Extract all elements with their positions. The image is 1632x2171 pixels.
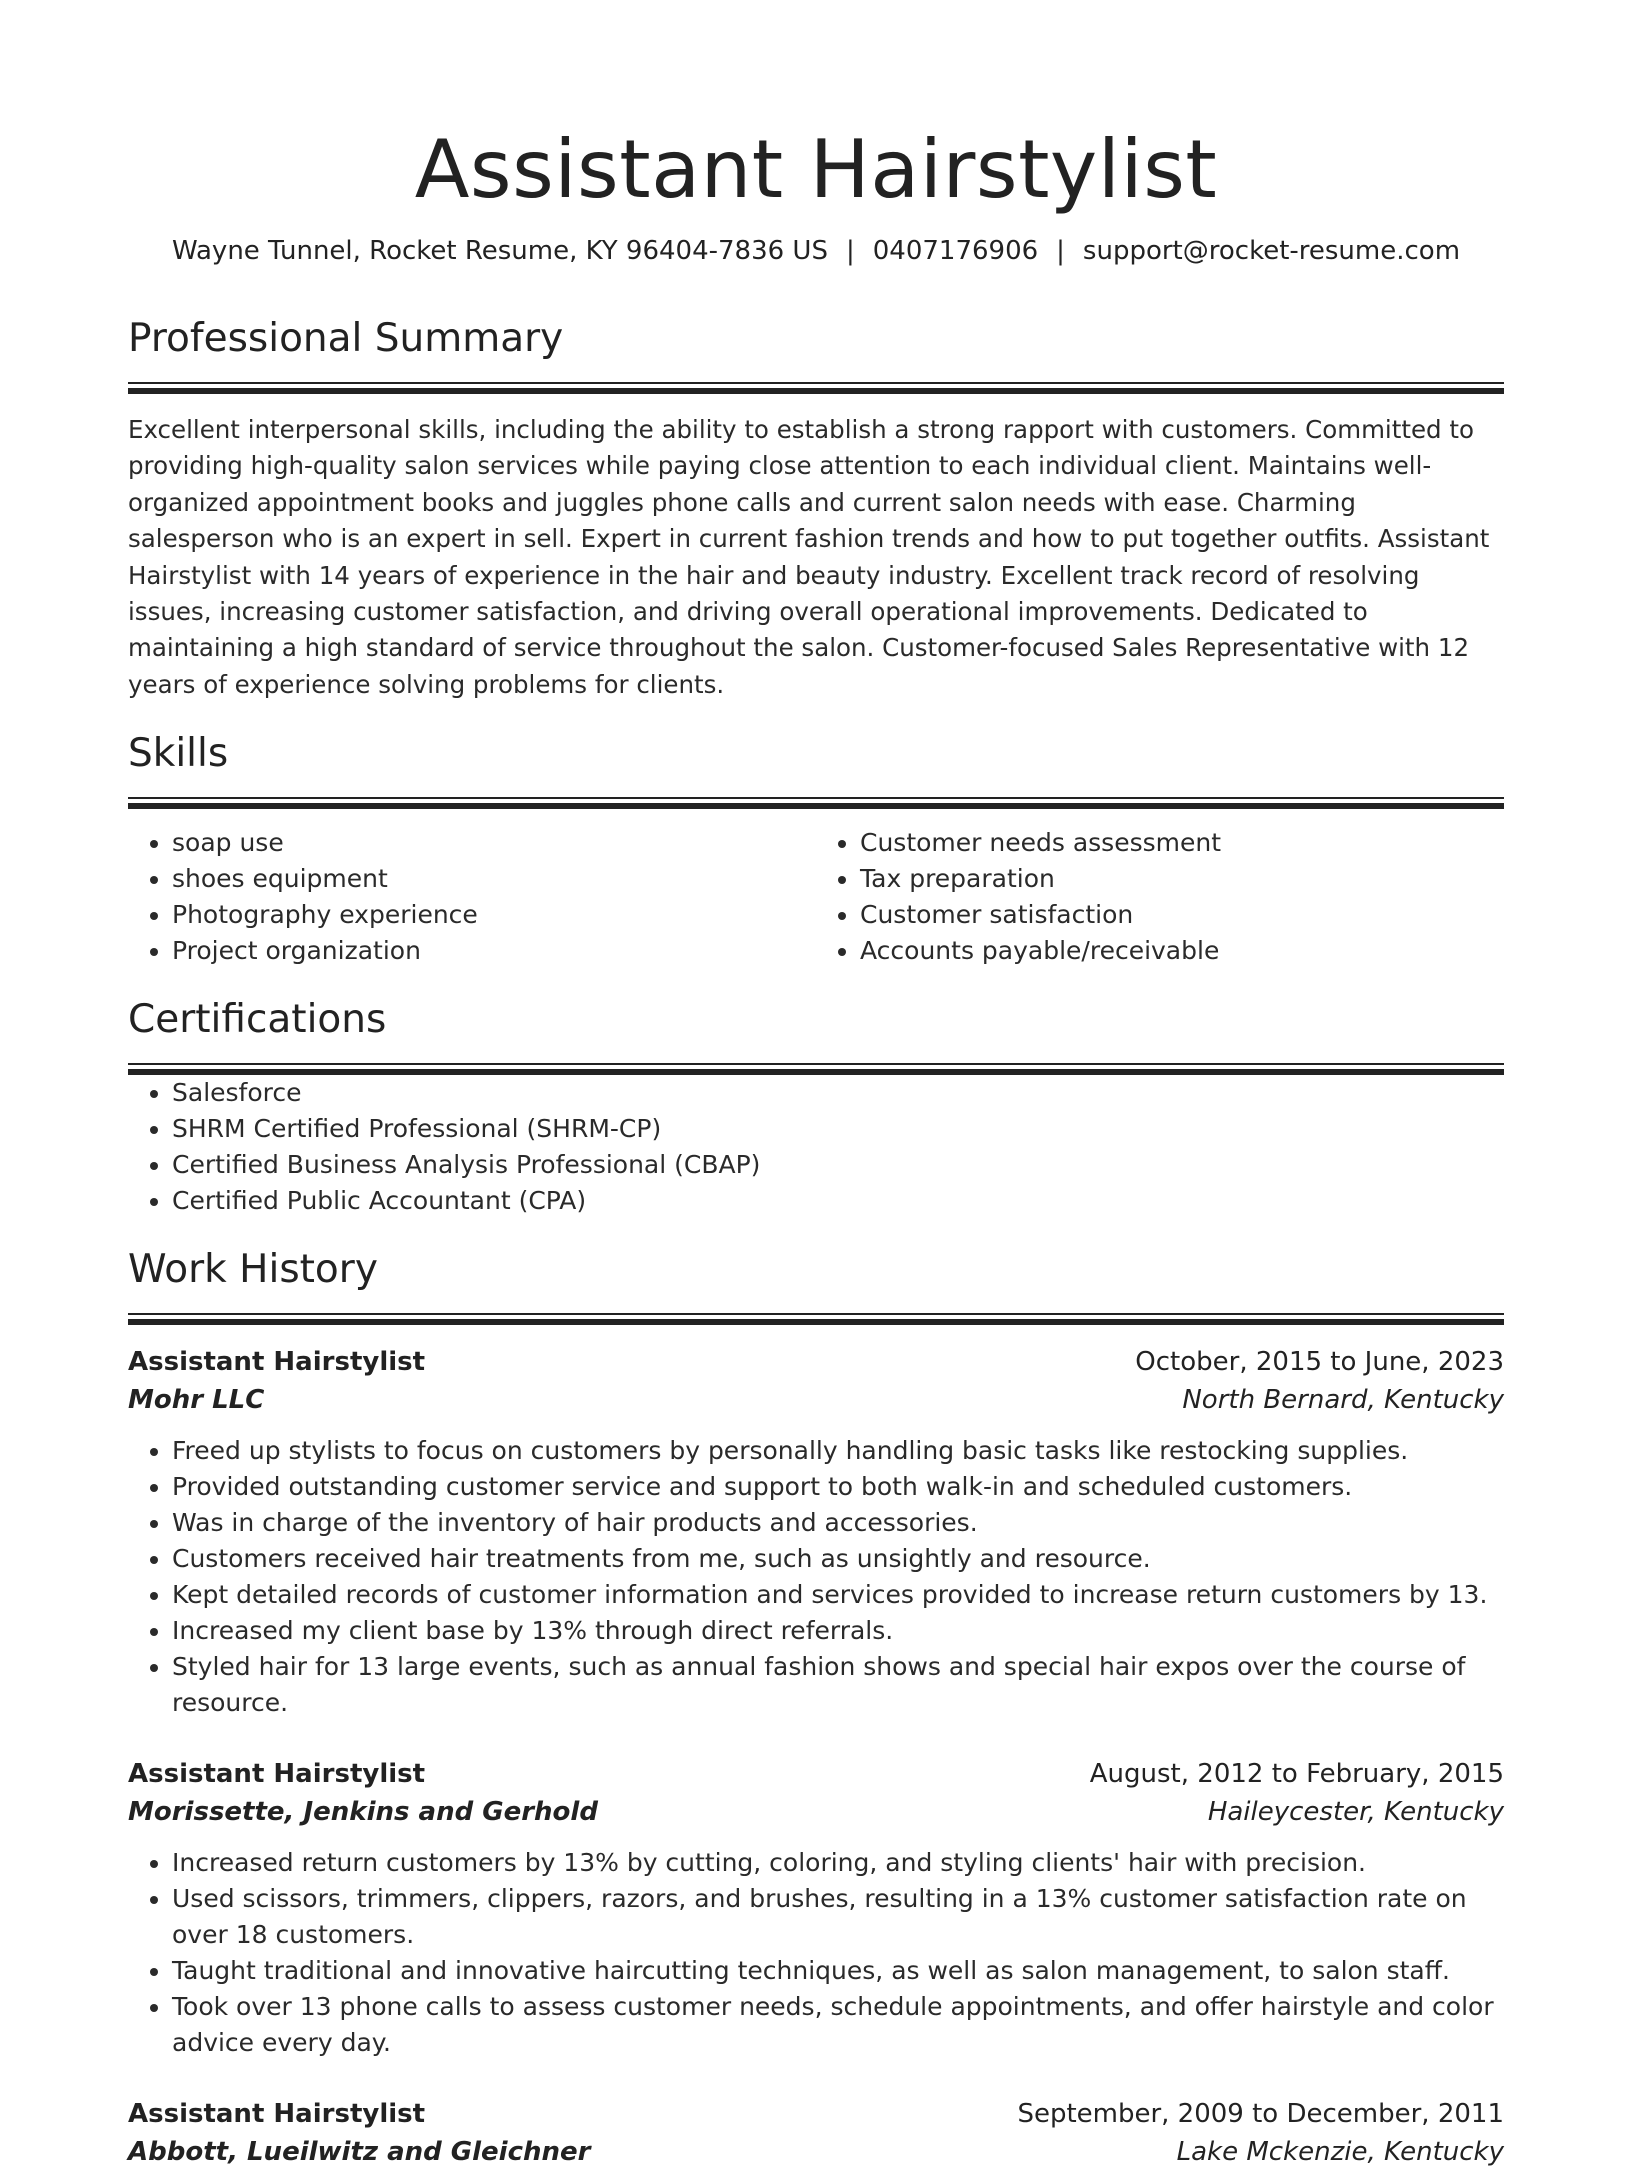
summary-section-header bbox=[128, 314, 1504, 394]
certification-item: • Certified Business Analysis Professional (CBAP) bbox=[172, 1147, 1504, 1183]
job-bullet: • Provided outstanding customer service and support to both walk-in and scheduled customers. bbox=[172, 1469, 1504, 1505]
skills-section-header bbox=[128, 729, 1504, 809]
job-title: Assistant Hairstylist bbox=[128, 1759, 426, 1790]
skill-item: • Customer satisfaction bbox=[860, 897, 1504, 933]
skill-item: • Project organization bbox=[172, 933, 816, 969]
job-company-row bbox=[128, 1793, 1504, 1831]
certification-item: • Certified Public Accountant (CPA) bbox=[172, 1183, 1504, 1219]
job-location: North Bernard, Kentucky bbox=[1182, 1385, 1504, 1416]
job-dates: September, 2009 to December, 2011 bbox=[1017, 2099, 1504, 2130]
job-company-row bbox=[128, 1381, 1504, 1419]
job-bullet: • Was in charge of the inventory of hair products and accessories. bbox=[172, 1505, 1504, 1541]
summary-text: Excellent interpersonal skills, including the ability to establish a strong rapport with customers. Committed to providing high-quality salon services while paying close attention to each individual client. Maintains well-organized appointment books and juggles phone calls and current salon needs with ease. Charming salesperson who is an expert in sell. Expert in current fashion trends and how to put together outfits. Assistant Hairstylist with 14 years of experience in the hair and beauty industry. Excellent track record of resolving issues, increasing customer satisfaction, and driving overall operational improvements. Dedicated to maintaining a high standard of service throughout the salon. Customer-focused Sales Representative with 12 years of experience solving problems for clients. bbox=[128, 415, 1490, 699]
skills-heading: Skills bbox=[128, 731, 229, 777]
job-dates: October, 2015 to June, 2023 bbox=[1135, 1347, 1504, 1378]
job-bullet: • Taught traditional and innovative haircutting techniques, as well as salon management, to salon staff. bbox=[172, 1953, 1504, 1989]
job-bullet: • Styled hair for 13 large events, such as annual fashion shows and special hair expos over the course of resource. bbox=[172, 1649, 1504, 1721]
job-entry bbox=[128, 2095, 1504, 2171]
certification-item: • SHRM Certified Professional (SHRM-CP) bbox=[172, 1111, 1504, 1147]
section-divider bbox=[128, 382, 1504, 394]
skill-item: • shoes equipment bbox=[172, 861, 816, 897]
job-bullets bbox=[128, 1845, 1504, 2061]
certifications-heading: Certifications bbox=[128, 997, 387, 1043]
skill-item: • Accounts payable/receivable bbox=[860, 933, 1504, 969]
job-location: Lake Mckenzie, Kentucky bbox=[1176, 2137, 1504, 2168]
job-company: Mohr LLC bbox=[128, 1385, 265, 1416]
job-company: Abbott, Lueilwitz and Gleichner bbox=[128, 2137, 591, 2168]
job-location: Haileycester, Kentucky bbox=[1207, 1797, 1504, 1828]
job-header-row bbox=[128, 2095, 1504, 2133]
contact-address: Wayne Tunnel, Rocket Resume, KY 96404-7836 US bbox=[171, 236, 828, 266]
job-bullet: • Increased my client base by 13% through direct referrals. bbox=[172, 1613, 1504, 1649]
job-bullet: • Took over 13 phone calls to assess customer needs, schedule appointments, and offer hairstyle and color advice every day. bbox=[172, 1989, 1504, 2061]
job-company: Morissette, Jenkins and Gerhold bbox=[128, 1797, 598, 1828]
skill-item: • Tax preparation bbox=[860, 861, 1504, 897]
contact-line bbox=[128, 234, 1504, 268]
contact-phone: 0407176906 bbox=[872, 236, 1039, 266]
skills-column-right bbox=[816, 825, 1504, 969]
certification-item: • Salesforce bbox=[172, 1075, 1504, 1111]
section-divider bbox=[128, 1063, 1504, 1075]
resume-title: Assistant Hairstylist bbox=[414, 123, 1218, 216]
job-bullets bbox=[128, 1433, 1504, 1721]
skill-item: • Customer needs assessment bbox=[860, 825, 1504, 861]
section-divider bbox=[128, 1313, 1504, 1325]
summary-heading: Professional Summary bbox=[128, 316, 564, 361]
job-company-row bbox=[128, 2133, 1504, 2171]
job-bullet: • Customers received hair treatments from me, such as unsightly and resource. bbox=[172, 1541, 1504, 1577]
contact-separator: | bbox=[845, 236, 855, 266]
contact-separator: | bbox=[1056, 236, 1065, 266]
work-heading: Work History bbox=[128, 1247, 378, 1293]
skills-list-right bbox=[816, 825, 1504, 969]
work-section-header bbox=[128, 1245, 1504, 1325]
job-title: Assistant Hairstylist bbox=[128, 2099, 426, 2130]
job-bullet: • Freed up stylists to focus on customers by personally handling basic tasks like restocking supplies. bbox=[172, 1433, 1504, 1469]
job-bullet: • Used scissors, trimmers, clippers, razors, and brushes, resulting in a 13% customer satisfaction rate on over 18 customers. bbox=[172, 1881, 1504, 1953]
job-bullet: • Increased return customers by 13% by cutting, coloring, and styling clients' hair with precision. bbox=[172, 1845, 1504, 1881]
job-dates: August, 2012 to February, 2015 bbox=[1089, 1759, 1504, 1790]
job-entry bbox=[128, 1755, 1504, 2061]
job-header-row bbox=[128, 1343, 1504, 1381]
contact-email: support@rocket-resume.com bbox=[1082, 236, 1461, 266]
skill-item: • soap use bbox=[172, 825, 816, 861]
skills-column-left bbox=[128, 825, 816, 969]
job-entry bbox=[128, 1343, 1504, 1721]
skills-list-left bbox=[128, 825, 816, 969]
certifications-section-header bbox=[128, 995, 1504, 1075]
job-header-row bbox=[128, 1755, 1504, 1793]
job-title: Assistant Hairstylist bbox=[128, 1347, 426, 1378]
certifications-list bbox=[128, 1075, 1504, 1219]
skills-grid bbox=[128, 825, 1504, 969]
skill-item: • Photography experience bbox=[172, 897, 816, 933]
section-divider bbox=[128, 797, 1504, 809]
job-bullet: • Kept detailed records of customer information and services provided to increase return customers by 13. bbox=[172, 1577, 1504, 1613]
